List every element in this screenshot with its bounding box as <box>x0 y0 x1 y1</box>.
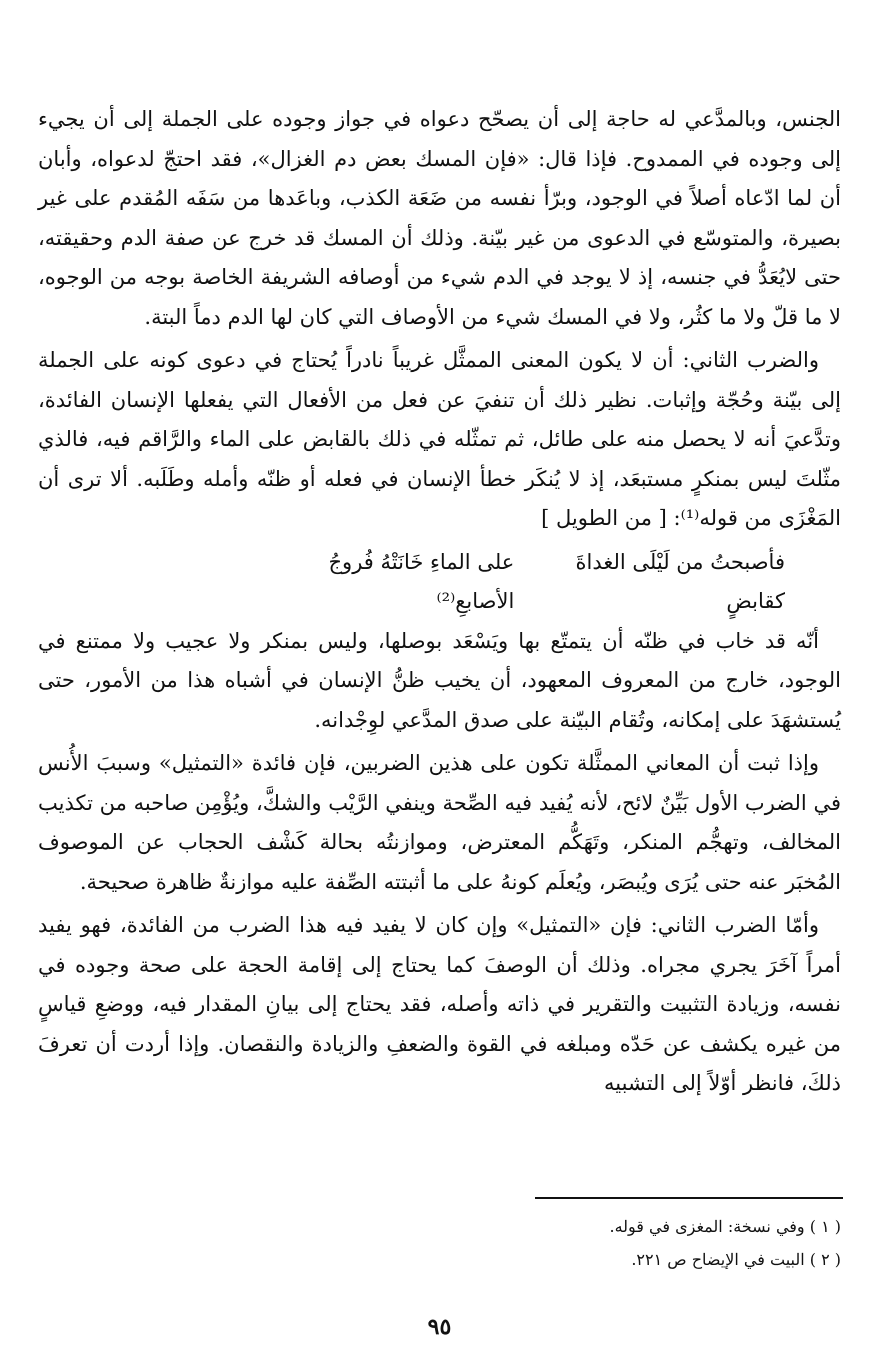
verse-hemistich-2: على الماءِ خَانَتْهُ فُروجُ الأصابعِ⁽²⁾ <box>328 549 515 613</box>
footnotes <box>300 1210 841 1276</box>
page-number: ٩٥ <box>427 1314 452 1340</box>
footnote-2: ( ٢ ) البيت في الإيضاح ص ٢٢١. <box>631 1250 841 1269</box>
paragraph-4: وإذا ثبت أن المعاني الممثَّلة تكون على هذين الضربين، فإن فائدة «التمثيل» وسببَ الأُنس في الضرب الأول بَيِّنٌ لائح، لأنه يُفيد فيه الصِّحة وينفي الرَّيْب والشكَّ، ويُؤْمِن صاحبه من تكذيب المخالف، وتهجُّم المنكر، وتَهَكُّم المعترض، وموازنتُه بحالة كَشْف الحجاب عن الموصوف المُخبَر عنه حتى يُرَى ويُبصَر، ويُعلَم كونهُ على ما أثبتته الصِّفة عليه موازنةٌ ظاهرة صحيحة. <box>38 751 841 894</box>
paragraph-1: الجنس، وبالمدَّعي له حاجة إلى أن يصحّح دعواه في جواز وجوده على الجملة إلى أن يجيء إلى وجوده في الممدوح. فإذا قال: «فإن المسك بعض دم الغزال»، فقد احتجّ لدعواه، وأبان أن لما ادّعاه أصلاً في الوجود، وبرّأ نفسه من ضَعَة الكذب، وباعَدها من سَفَه المُقدم على غير بصيرة، والمتوسّع في الدعوى من غير بيّنة. وذلك أن المسك قد خرج عن صفة الدم وحقيقته، حتى لايُعَدُّ في جنسه، إذ لا يوجد في الدم شيء من أوصافه الشريفة الخاصة بوجه من الوجوه، لا ما قلّ ولا ما كثُر، ولا في المسك شيء من الأوصاف التي كان لها الدم دماً البتة. <box>38 107 841 329</box>
paragraph-5: وأمّا الضرب الثاني: فإن «التمثيل» وإن كان لا يفيد فيه هذا الضرب من الفائدة، فهو يفيد أمراً آخَرَ يجري مجراه. وذلك أن الوصفَ كما يحتاج إلى إقامة الحجة على صحة وجوده في نفسه، وزيادة التثبيت والتقرير في ذاته وأصله، فقد يحتاج إلى بيانِ المقدار فيه، ووضعِ قياسٍ من غيره يكشف عن حَدّه ومبلغه في القوة والضعفِ والزيادة والنقصان. وإذا أردت أن تعرفَ ذلكَ، فانظر أوّلاً إلى التشبيه <box>38 913 841 1095</box>
main-text <box>38 100 841 1108</box>
paragraph-2: والضرب الثاني: أن لا يكون المعنى الممثَّل غريباً نادراً يُحتاج في دعوى كونه على الجملة إلى بيّنة وحُجّة وإثبات. نظير ذلك أن تنفيَ عن فعل من الأفعال التي يفعلها الإنسان الفائدة، وتدَّعيَ أنه لا يحصل منه على طائل، ثم تمثّله في ذلك بالقابض على الماء والرَّاقم فيه، فالذي مثّلتَ ليس بمنكرٍ مستبعَد، إذ لا يُنكَر خطأ الإنسان في فعله أو ظنّه وأمله وطَلَبه. ألا ترى أن المَغْزَى من قوله⁽¹⁾: [ من الطويل ] <box>38 348 841 530</box>
footnote-divider <box>535 1197 843 1199</box>
verse-hemistich-1: فأصبحتُ من لَيْلَى الغداةَ كقابضٍ <box>575 549 785 613</box>
poetry-verse <box>38 543 841 622</box>
footnote-1: ( ١ ) وفي نسخة: المغزى في قوله. <box>609 1217 841 1236</box>
paragraph-3: أنّه قد خاب في ظنّه أن يتمتّع بها ويَسْعَد بوصلها، وليس بمنكر ولا عجيب ولا ممتنع في الوجود، خارج من المعروف المعهود، أن يخيب ظنُّ الإنسان في أشباه هذا من الأمور، حتى يُستشهَدَ على إمكانه، وتُقام البيّنة على صدق المدَّعي لوِجْدانه. <box>38 628 841 732</box>
